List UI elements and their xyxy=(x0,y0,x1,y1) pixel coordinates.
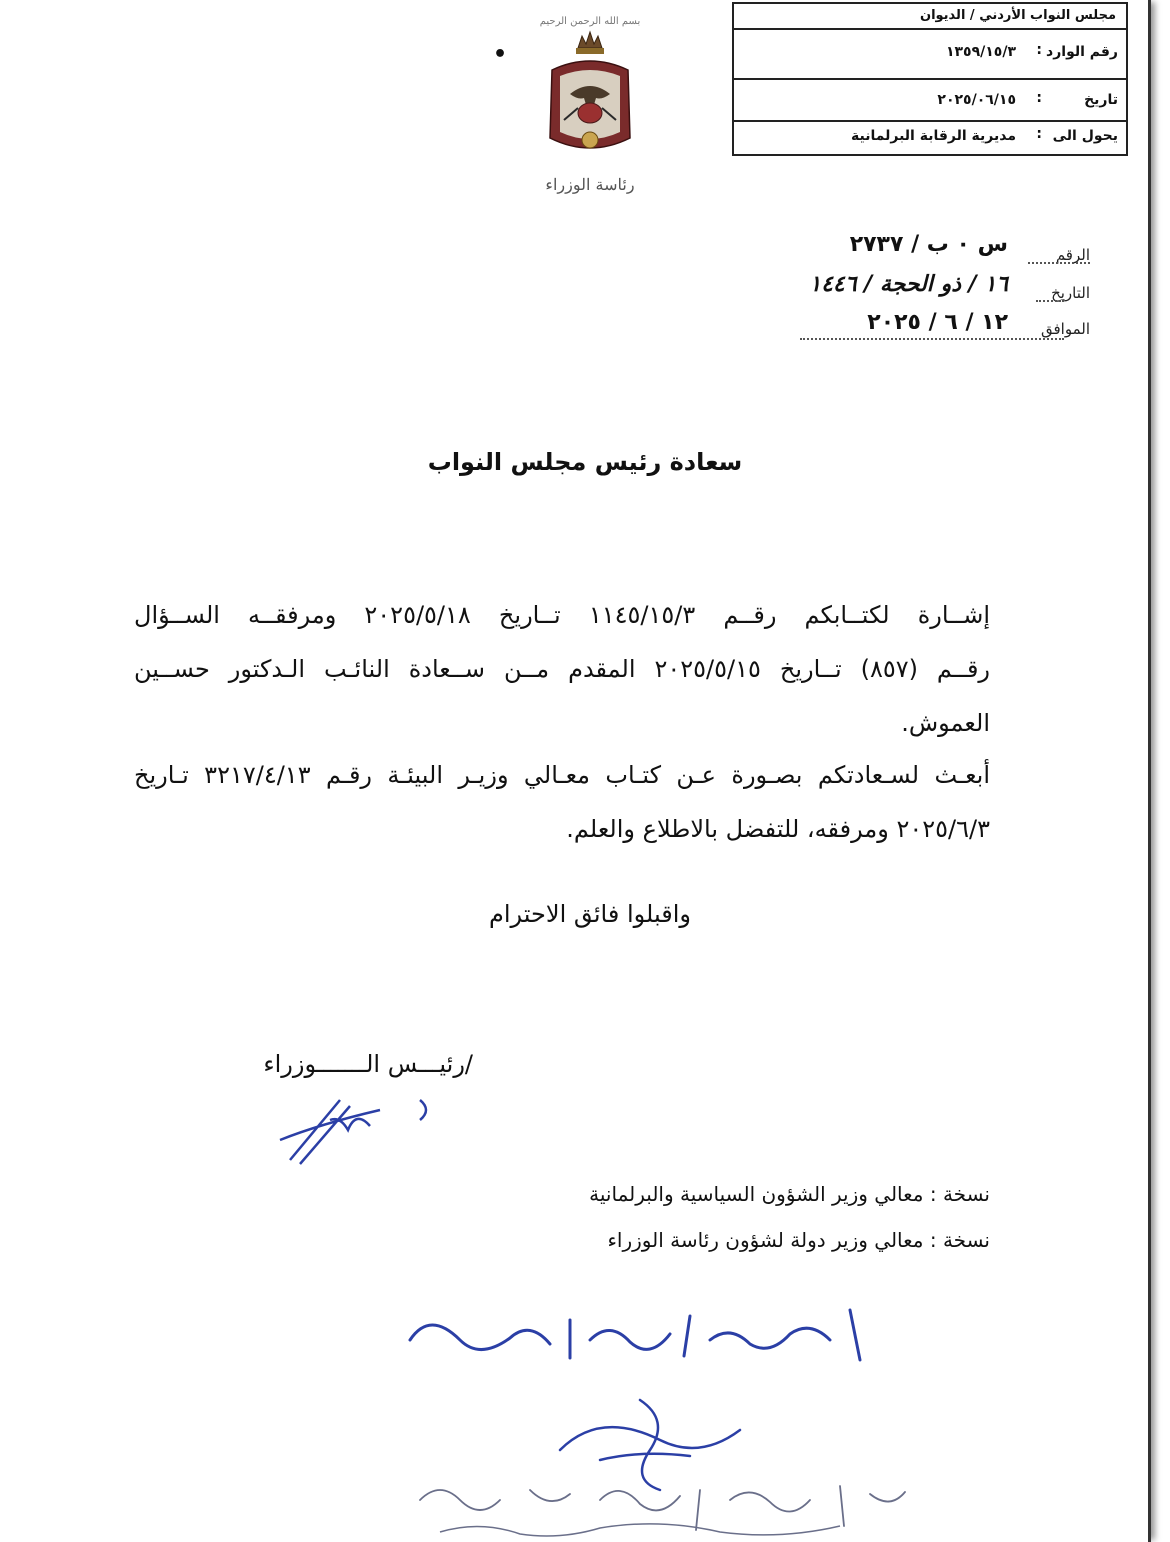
addressee-heading: سعادة رئيس مجلس النواب xyxy=(427,448,743,476)
hijri-date-value: ١٦ / ذو الحجة / ١٤٤٦ xyxy=(809,272,1008,297)
hijri-date-label: التاريخ xyxy=(1051,284,1090,302)
stamp-row-forward-to: يحول الى : مديرية الرقابة البرلمانية xyxy=(734,120,1126,154)
paragraph-line: العموش. xyxy=(901,709,990,737)
handwritten-note xyxy=(400,1300,900,1370)
incoming-stamp xyxy=(732,2,1128,156)
scan-speck: • xyxy=(493,42,508,67)
paragraph-line: ٢٠٢٥/٦/٣ ومرفقه، للتفضل بالاطلاع والعلم. xyxy=(566,815,990,843)
signatory-title: /رئيـــس الـــــــوزراء xyxy=(263,1050,473,1078)
stamp-row-incoming-number: رقم الوارد : ١٣٥٩/١٥/٣ xyxy=(734,28,1126,80)
stamp-row-date: تاريخ : ٢٠٢٥/٠٦/١٥ xyxy=(734,78,1126,122)
gregorian-date-value: ١٢ / ٦ / ٢٠٢٥ xyxy=(867,310,1008,335)
stamp-header: مجلس النواب الأردني / الديوان xyxy=(919,8,1116,23)
stamp-label: رقم الوارد xyxy=(1046,44,1118,60)
gregorian-date-label: الموافق xyxy=(1040,320,1090,338)
stamp-value: ١٣٥٩/١٥/٣ xyxy=(945,44,1016,60)
reference-number-value: س ٠ ب / ٢٧٣٧ xyxy=(849,232,1008,257)
paragraph-line: أبعـث لسـعادتكم بصـورة عـن كتـاب معـالي وزيـر البيئـة رقـم ٣٢١٧/٤/١٣ تـاريخ xyxy=(134,761,990,789)
stamp-label: تاريخ xyxy=(1084,92,1118,108)
stamp-value: مديرية الرقابة البرلمانية xyxy=(851,128,1016,144)
handwritten-referral-note xyxy=(400,1470,920,1542)
paragraph-line: إشــارة لكتــابكم رقــم ١١٤٥/١٥/٣ تــاريخ ٢٠٢٥/٥/١٨ ومرفقــه الســؤال xyxy=(134,601,991,629)
closing-phrase: واقبلوا فائق الاحترام xyxy=(489,900,691,928)
crest-top-text: بسم الله الرحمن الرحيم xyxy=(539,16,641,27)
paragraph-line: رقــم (٨٥٧) تــاريخ ٢٠٢٥/٥/١٥ المقدم مــن ســعادة النائـب الـدكتور حســين xyxy=(134,655,991,683)
copy-line: نسخة : معالي وزير دولة لشؤون رئاسة الوزراء xyxy=(607,1228,990,1252)
prime-minister-signature xyxy=(270,1080,450,1170)
copy-line: نسخة : معالي وزير الشؤون السياسية والبرلمانية xyxy=(589,1182,990,1206)
crest-bottom-text: رئاسة الوزراء xyxy=(545,175,635,194)
body-paragraph-2 xyxy=(134,748,990,856)
reference-number-label: الرقم xyxy=(1055,246,1090,264)
stamp-value: ٢٠٢٥/٠٦/١٥ xyxy=(937,92,1016,108)
coat-of-arms-emblem xyxy=(530,8,650,198)
body-paragraph-1 xyxy=(134,588,990,750)
stamp-label: يحول الى xyxy=(1052,128,1118,144)
